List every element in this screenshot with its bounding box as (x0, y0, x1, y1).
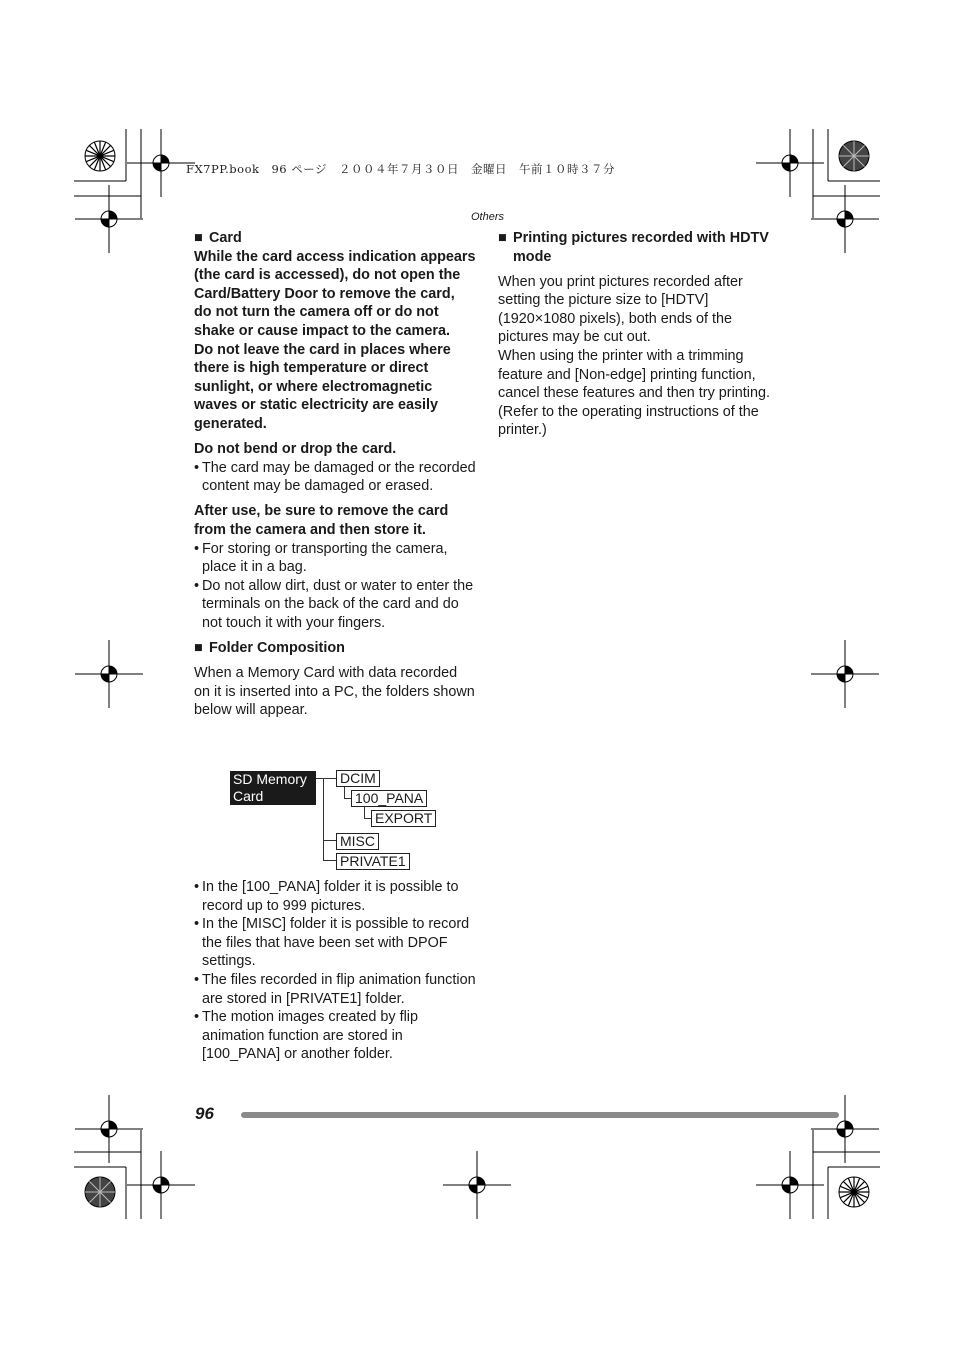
card-heading (194, 229, 476, 248)
hdtv-heading (498, 229, 782, 266)
list-item (194, 459, 476, 496)
square-bullet-icon: ■ (194, 230, 203, 246)
folder-notes (194, 878, 476, 1064)
after-use-heading: After use, be sure to remove the card from the camera and then store it. (194, 503, 449, 538)
folder-misc: MISC (336, 833, 379, 850)
left-column (194, 229, 476, 720)
folder-root (230, 771, 316, 805)
card-warning-2: Do not leave the card in places where there is high temperature or direct sunlight, or where electromagnetic waves or static electricity are easily generated. (194, 341, 451, 432)
page-number: 96 (195, 1104, 214, 1123)
list-item (194, 971, 476, 1008)
square-bullet-icon: ■ (498, 230, 507, 246)
card-warning-1: While the card access indication appears (the card is accessed), do not open the Card/Battery Door to remove the card, do not turn the camera off or do not shake or cause impact to the camera. (194, 248, 476, 339)
bullet-dot-icon: • (194, 879, 200, 895)
hdtv-heading-text: Printing pictures recorded with HDTV mode (513, 230, 769, 265)
section-label: Others (471, 211, 505, 223)
list-item-text: In the [100_PANA] folder it is possible to record up to 999 pictures. (202, 879, 459, 914)
bullet-dot-icon: • (194, 459, 200, 476)
list-item (194, 577, 476, 633)
folder-intro: When a Memory Card with data recorded on it is inserted into a PC, the folders shown below will appear. (194, 665, 475, 719)
hdtv-paragraph-1: When you print pictures recorded after setting the picture size to [HDTV] (1920×1080 pixels), both ends of the pictures may be cut out. (498, 273, 743, 346)
list-item (194, 540, 476, 577)
list-item-text: The files recorded in flip animation function are stored in [PRIVATE1] folder. (202, 971, 476, 1007)
list-item-text: The card may be damaged or the recorded content may be damaged or erased. (202, 459, 476, 495)
bend-heading: Do not bend or drop the card. (194, 441, 397, 458)
print-header: FX7PP.book 96 ページ ２００４年７月３０日 金曜日 午前１０時３７分 (186, 162, 616, 176)
list-item-text: In the [MISC] folder it is possible to record the files that have been set with DPOF settings. (202, 916, 470, 970)
bullet-dot-icon: • (194, 1009, 200, 1026)
folder-dcim: DCIM (336, 770, 380, 787)
card-heading-text: Card (209, 230, 242, 246)
bullet-dot-icon: • (194, 916, 200, 933)
list-item-text: The motion images created by flip animation function are stored in [100_PANA] or another folder. (202, 1009, 418, 1063)
list-item-text: For storing or transporting the camera, place it in a bag. (202, 540, 448, 576)
folder-private1: PRIVATE1 (336, 853, 410, 870)
bullet-dot-icon: • (194, 971, 200, 988)
square-bullet-icon: ■ (194, 639, 203, 656)
list-item-text: Do not allow dirt, dust or water to enter the terminals on the back of the card and do not touch it with your fingers. (202, 577, 474, 631)
hdtv-paragraph-2: When using the printer with a trimming feature and [Non-edge] printing function, cancel these features and then try printing. (Refer to the operating instructions of the printer.) (498, 348, 770, 439)
bullet-dot-icon: • (194, 540, 200, 557)
list-item (194, 915, 476, 971)
footer-bar (241, 1112, 839, 1118)
folder-root-line2: Card (233, 787, 264, 804)
folder-root-line1: SD Memory (233, 771, 307, 787)
bullet-dot-icon: • (194, 577, 200, 594)
folder-100-pana: 100_PANA (351, 790, 427, 807)
list-item (194, 1008, 476, 1064)
folder-heading (194, 639, 476, 658)
right-column (498, 229, 782, 440)
folder-export: EXPORT (371, 810, 436, 827)
list-item (194, 878, 476, 915)
folder-heading-text: Folder Composition (209, 639, 345, 656)
